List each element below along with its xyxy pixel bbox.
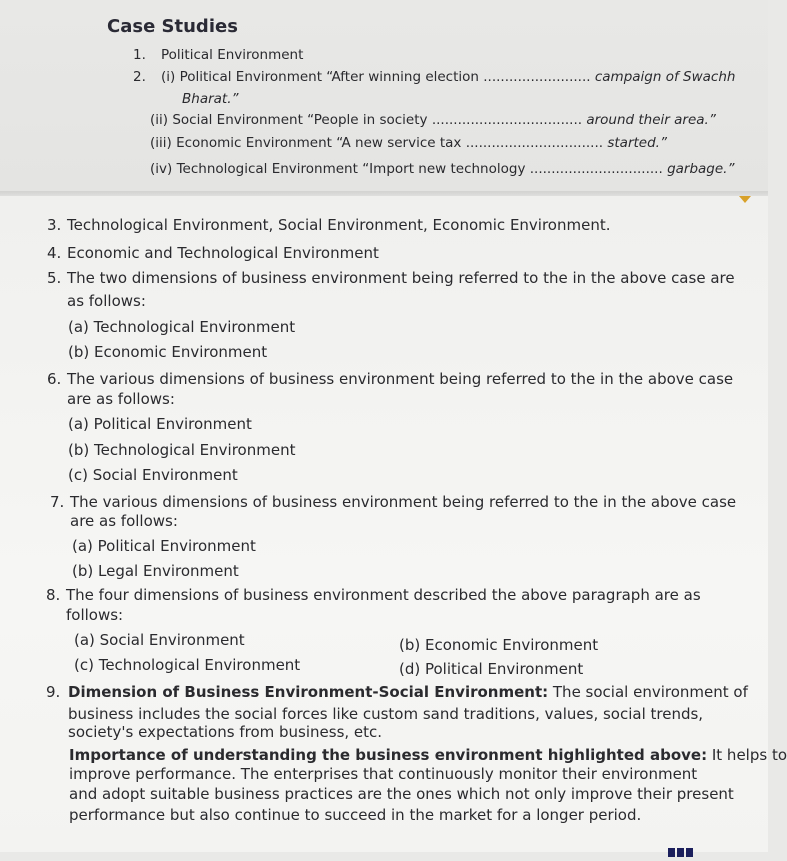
answer-6-line2: are as follows: <box>67 390 175 408</box>
answer-7-line2: are as follows: <box>70 512 178 530</box>
answer-9-importance-line1: Importance of understanding the business environment highlighted above: It helps to <box>69 746 787 764</box>
answer-5-line2: as follows: <box>67 292 146 310</box>
answer-8-line2: follows: <box>66 606 124 624</box>
answer-7-a: (a) Political Environment <box>72 537 256 555</box>
answer-7-line1: 7. The various dimensions of business environment being referred to the in the above case <box>50 493 737 511</box>
answer-3: 3. Technological Environment, Social Environment, Economic Environment. <box>47 216 611 234</box>
answer-6-line1: 6. The various dimensions of business environment being referred to the in the above case <box>47 370 734 388</box>
answer-8-c: (c) Technological Environment <box>74 656 301 674</box>
answer-8-b: (b) Economic Environment <box>399 636 599 654</box>
answer-9-importance-line2: improve performance. The enterprises that continuously monitor their environment <box>69 765 698 783</box>
answer-5-line1: 5. The two dimensions of business environment being referred to the in the above case are <box>47 269 735 287</box>
answer-9-line1: 9. Dimension of Business Environment-Social Environment: The social environment of <box>46 683 748 701</box>
corner-triangle-marker <box>739 196 751 203</box>
answer-9-importance-line3: and adopt suitable business practices are the ones which not only improve their present <box>69 785 734 803</box>
answer-9-importance-line4: performance but also continue to succeed in the market for a longer period. <box>69 806 642 824</box>
page-corner-marker-icon <box>668 842 695 861</box>
answer-8-line1: 8. The four dimensions of business environment described the above paragraph are as <box>46 586 701 604</box>
answer-4: 4. Economic and Technological Environment <box>47 244 379 262</box>
answer-9-line3: society's expectations from business, etc. <box>68 723 383 741</box>
answer-6-b: (b) Technological Environment <box>68 441 296 459</box>
item-2-ii: (ii) Social Environment “People in society ................................... around their area.” <box>150 112 716 128</box>
item-1: 1. Political Environment <box>133 47 304 63</box>
answer-5-a: (a) Technological Environment <box>68 318 296 336</box>
answer-5-b: (b) Economic Environment <box>68 343 268 361</box>
item-2-i: 2. (i) Political Environment “After winning election ......................... campaign of Swachh <box>133 69 736 85</box>
item-2-i-continued: Bharat.” <box>182 91 239 107</box>
case-studies-heading: Case Studies <box>107 16 238 37</box>
answer-8-a: (a) Social Environment <box>74 631 245 649</box>
answer-9-line2: business includes the social forces like custom sand traditions, values, social trends, <box>68 705 704 723</box>
answer-6-c: (c) Social Environment <box>68 466 238 484</box>
item-2-iii: (iii) Economic Environment “A new service tax ................................ started.” <box>150 135 667 151</box>
answer-6-a: (a) Political Environment <box>68 415 252 433</box>
answer-8-d: (d) Political Environment <box>399 660 584 678</box>
answer-7-b: (b) Legal Environment <box>72 562 239 580</box>
item-2-iv: (iv) Technological Environment “Import new technology ............................... garbage.” <box>150 161 735 177</box>
